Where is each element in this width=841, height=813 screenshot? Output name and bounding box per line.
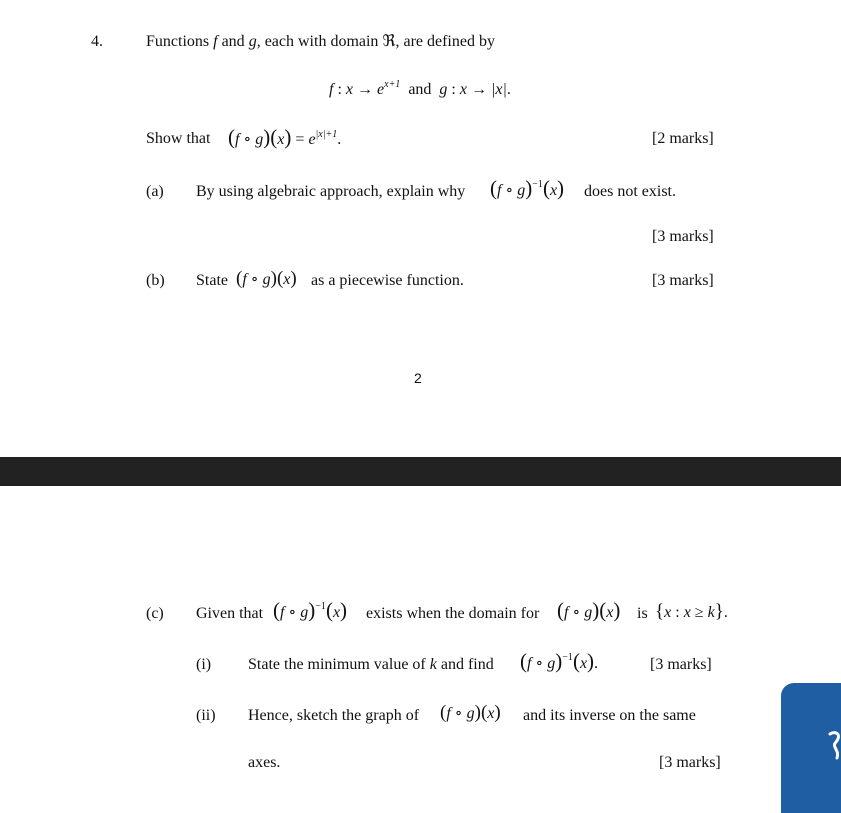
func-g: g — [547, 655, 556, 672]
var-x: x — [332, 604, 341, 621]
paren: ) — [587, 649, 595, 673]
part-c-i-text — [248, 657, 494, 673]
paren: ) — [290, 268, 297, 289]
part-c-i-marks: [3 marks] — [650, 656, 712, 673]
paren: ) — [555, 649, 563, 673]
compose: ∘ — [239, 131, 256, 148]
intro-text: and — [221, 33, 245, 50]
paren: ( — [228, 125, 235, 149]
part-c-ii-expression — [440, 703, 501, 722]
var-x: x — [549, 182, 558, 199]
part-c-ii-label: (ii) — [196, 707, 216, 724]
page-break-band — [0, 457, 841, 486]
colon: : — [671, 604, 684, 621]
part-b-marks: [3 marks] — [652, 272, 714, 289]
part-c-text: Given that — [196, 605, 264, 622]
paren: ( — [480, 702, 488, 723]
show-that-expression — [228, 127, 341, 148]
func-g: g — [517, 182, 526, 199]
func-g: g — [248, 33, 257, 50]
exponent: x+1 — [384, 79, 401, 90]
paren: ( — [520, 649, 527, 673]
brace: { — [655, 601, 665, 622]
func-f: f — [280, 604, 285, 621]
var-x: x — [487, 705, 495, 722]
part-c-ii-marks: [3 marks] — [659, 754, 721, 771]
func-f: f — [497, 182, 502, 199]
paren: ) — [494, 702, 501, 723]
func-f: f — [527, 655, 532, 672]
func-f: f — [446, 705, 451, 722]
compose: ∘ — [501, 182, 518, 199]
question-number: 4. — [91, 33, 103, 50]
intro-text: Functions — [146, 33, 210, 50]
var-x: x — [345, 81, 354, 98]
func-f: f — [242, 271, 247, 288]
arrow: → — [353, 81, 378, 98]
page-number: 2 — [414, 370, 422, 386]
var-k: k — [429, 656, 437, 673]
inverse-exponent: −1 — [562, 652, 573, 663]
part-a-label: (a) — [146, 183, 164, 200]
var-x: x — [683, 604, 691, 621]
func-f: f — [564, 604, 569, 621]
question-intro — [146, 34, 495, 50]
func-f: f — [329, 81, 334, 98]
paren: ) — [308, 598, 316, 622]
period: . — [337, 131, 342, 148]
equals: = — [291, 131, 309, 148]
function-definitions — [329, 80, 511, 98]
abs-x: |x| — [490, 81, 507, 98]
compose: ∘ — [284, 604, 301, 621]
paren: ) — [270, 268, 277, 289]
paren: ) — [263, 125, 271, 149]
func-g: g — [255, 131, 264, 148]
paren: ( — [273, 598, 280, 622]
part-c-ii-line2: axes. — [248, 754, 281, 771]
part-a-tail: does not exist. — [584, 183, 676, 200]
part-a-expression — [490, 178, 564, 199]
func-f: f — [213, 33, 218, 50]
part-c-mid: exists when the domain for — [366, 605, 540, 622]
var-x: x — [606, 604, 614, 621]
period: . — [594, 655, 599, 672]
period: . — [506, 81, 511, 98]
geq: ≥ — [690, 604, 708, 621]
exp-e: e — [377, 81, 385, 98]
var-x: x — [283, 271, 291, 288]
var-k: k — [707, 604, 715, 621]
paren: ( — [270, 125, 278, 149]
func-g: g — [584, 604, 593, 621]
paren: ) — [340, 598, 348, 622]
part-c-ii-text: Hence, sketch the graph of — [248, 707, 420, 724]
compose: ∘ — [246, 271, 263, 288]
paren: ( — [490, 176, 497, 200]
paren: ( — [557, 598, 564, 622]
inverse-exponent: −1 — [315, 601, 326, 612]
exp-e: e — [308, 131, 316, 148]
show-that-label: Show that — [146, 130, 211, 147]
part-c-label: (c) — [146, 605, 164, 622]
part-c-expression — [273, 600, 347, 621]
compose: ∘ — [568, 604, 585, 621]
part-b-tail: as a piecewise function. — [311, 272, 464, 289]
part-c-i-label: (i) — [196, 656, 212, 673]
text: State the minimum value of — [248, 656, 426, 673]
part-a-marks: [3 marks] — [652, 228, 714, 245]
intro-text: , are defined by — [395, 33, 495, 50]
func-g: g — [439, 81, 448, 98]
var-x: x — [664, 604, 672, 621]
paren: ) — [613, 598, 621, 622]
part-c-domain-set — [655, 602, 728, 621]
paren: ) — [284, 125, 292, 149]
func-g: g — [300, 604, 309, 621]
part-b-expression — [236, 269, 297, 288]
exponent: |x|+1 — [315, 129, 338, 140]
colon: : — [447, 81, 460, 98]
part-c-is: is — [637, 605, 648, 622]
paren: ( — [542, 176, 550, 200]
func-g: g — [466, 705, 475, 722]
func-f: f — [235, 131, 240, 148]
paren: ( — [325, 598, 333, 622]
paren: ( — [236, 268, 243, 289]
part-b-label: (b) — [146, 272, 165, 289]
text: and find — [440, 656, 494, 673]
part-b-text: State — [196, 272, 228, 289]
var-x: x — [579, 655, 588, 672]
intro-text: , each with domain — [256, 33, 379, 50]
part-c-domain-expression — [557, 600, 620, 621]
colon: : — [333, 81, 346, 98]
part-c-i-expression — [520, 651, 598, 672]
paren: ( — [599, 598, 607, 622]
swirl-icon — [827, 729, 841, 765]
domain-symbol: ℜ — [382, 33, 396, 50]
paren: ( — [440, 702, 447, 723]
paren: ) — [557, 176, 565, 200]
var-x: x — [459, 81, 467, 98]
paren: ( — [572, 649, 580, 673]
var-x: x — [277, 131, 285, 148]
brace: } — [714, 601, 724, 622]
arrow: → — [466, 81, 491, 98]
part-c-ii-tail: and its inverse on the same — [523, 707, 696, 724]
and-text: and — [408, 81, 432, 98]
paren: ( — [276, 268, 284, 289]
func-g: g — [262, 271, 271, 288]
paren: ) — [474, 702, 481, 723]
part-a-text: By using algebraic approach, explain why — [196, 183, 466, 200]
show-that-marks: [2 marks] — [652, 130, 714, 147]
compose: ∘ — [450, 705, 467, 722]
inverse-exponent: −1 — [532, 179, 543, 190]
period: . — [723, 604, 728, 621]
compose: ∘ — [531, 655, 548, 672]
paren: ) — [525, 176, 533, 200]
paren: ) — [592, 598, 600, 622]
